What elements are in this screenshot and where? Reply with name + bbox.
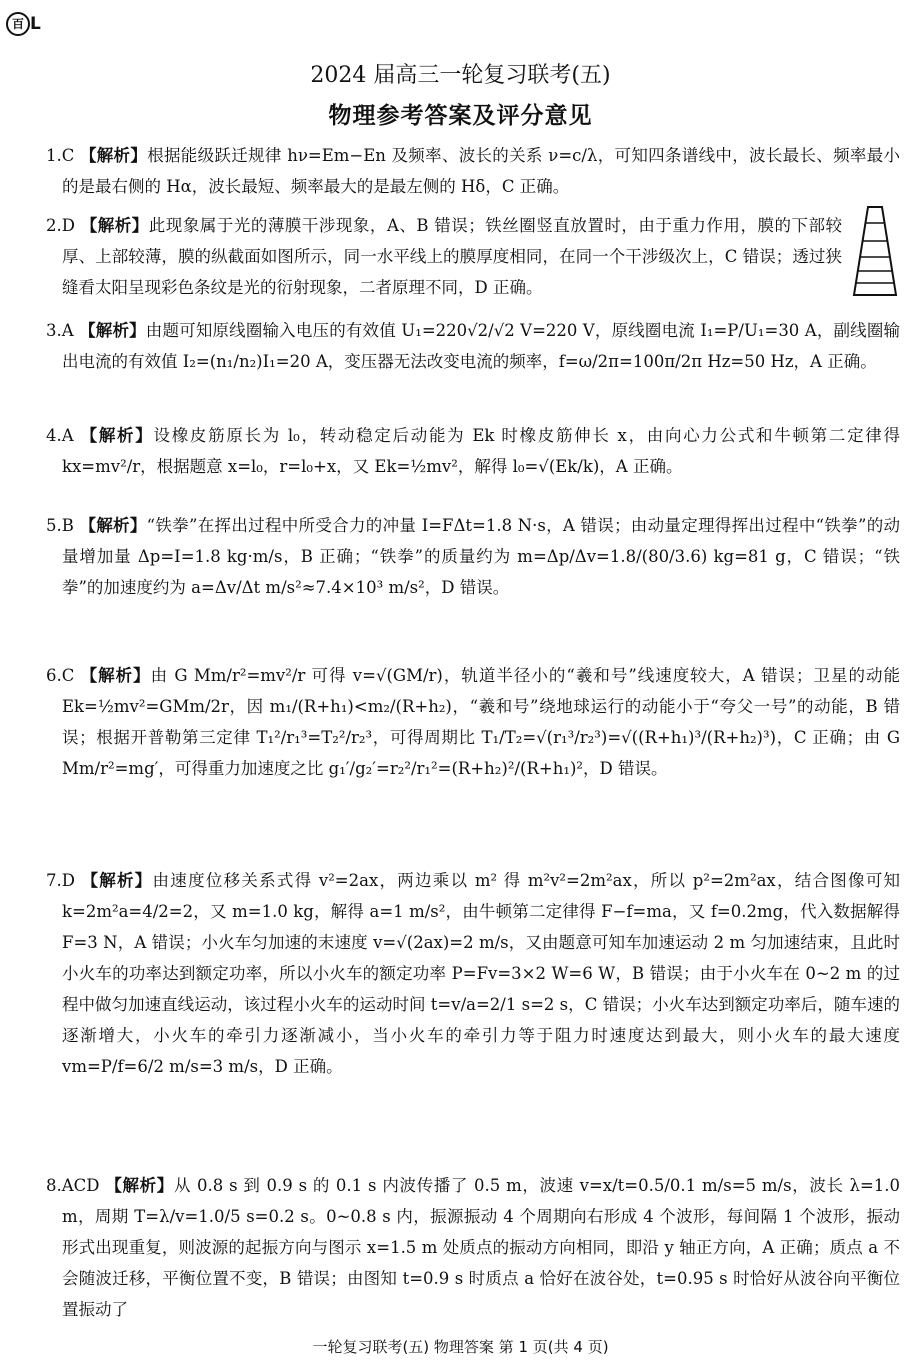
page-subtitle: 物理参考答案及评分意见 [328,102,593,129]
answer-1: 1.C 【解析】根据能级跃迁规律 hν=Em−En 及频率、波长的关系 ν=c/λ，可知四条谱线中，波长最长、频率最小的是最右侧的 Hα，波长最短、频率最大的是最左侧的 Hδ，C 正确。 [46,146,900,196]
answer-7: 7.D 【解析】由速度位移关系式得 v²=2ax，两边乘以 m² 得 m²v²=2m²ax，所以 p²=2m²ax，结合图像可知 k=2m²a=4/2=2，又 m=1.0 kg，解得 a=1 m/s²，由牛顿第二定律得 F−f=ma，又 f=0.2mg，代入数据解得 F=3 N，A 错误；小火车匀加速的末速度 v=√(2ax)=2 m/s，又由题意可知车加速运动 2 m 匀加速结束，且此时小火车的功率达到额定功率，所以小火车的额定功率 P=Fv=3×2 W=6 W，B 错误；由于小火车在 0~2 m 的过程中做匀加速直线运动，该过程小火车的运动时间 t=v/a=2/1 s=2 s，C 错误；小火车达到额定功率后，随车速的逐渐增大，小火车的牵引力逐渐减小，当小火车的牵引力等于阻力时速度达到最大，则小火车的最大速度 vm=P/f=6/2 m/s=3 m/s，D 正确。 [46,871,901,1076]
film-cross-section-figure [850,205,900,300]
page-title: 2024 届高三一轮复习联考(五) [310,63,611,88]
answer-6: 6.C 【解析】由 G Mm/r²=mv²/r 可得 v=√(GM/r)，轨道半径小的“羲和号”线速度较大，A 错误；卫星的动能 Ek=½mv²=GMm/2r，因 m₁/(R+h₁)<m₂/(R+h₂)，“羲和号”绕地球运行的动能小于“夸父一号”的动能，B 错误；根据开普勒第三定律 T₁²/r₁³=T₂²/r₂³，可得周期比 T₁/T₂=√(r₁³/r₂³)=√((R+h₁)³/(R+h₂)³)，C 正确；由 G Mm/r²=mg′，可得重力加速度之比 g₁′/g₂′=r₂²/r₁²=(R+h₂)²/(R+h₁)²，D 错误。 [46,666,900,778]
answer-2: 2.D 【解析】此现象属于光的薄膜干涉现象，A、B 错误；铁丝圈竖直放置时，由于重力作用，膜的下部较厚、上部较薄，膜的纵截面如图所示，同一水平线上的膜厚度相同，在同一个干涉级次上，C 错误；透过狭缝看太阳呈现彩色条纹是光的衍射现象，二者原理不同，D 正确。 [46,216,842,297]
page-footer: 一轮复习联考(五) 物理答案 第 1 页(共 4 页) [312,1338,609,1356]
answer-5: 5.B 【解析】“铁拳”在挥出过程中所受合力的冲量 I=FΔt=1.8 N·s，A 错误；由动量定理得挥出过程中“铁拳”的动量增加量 Δp=I=1.8 kg·m/s，B 正确；“铁拳”的质量约为 m=Δp/Δv=1.8/(80/3.6) kg=81 g，C 错误；“铁拳”的加速度约为 a=Δv/Δt m/s²≈7.4×10³ m/s²，D 错误。 [46,516,901,597]
answer-8: 8.ACD 【解析】从 0.8 s 到 0.9 s 的 0.1 s 内波传播了 0.5 m，波速 v=x/t=0.5/0.1 m/s=5 m/s，波长 λ=1.0 m，周期 T=λ/v=1.0/5 s=0.2 s。0~0.8 s 内，振源振动 4 个周期向右形成 4 个波形，每间隔 1 个波形，振动形式出现重复，则波源的起振方向与图示 x=1.5 m 处质点的振动方向相同，即沿 y 轴正方向，A 正确；质点 a 不会随波迁移，平衡位置不变，B 错误；由图知 t=0.9 s 时质点 a 恰好在波谷处，t=0.95 s 时恰好从波谷向平衡位置振动了 [46,1176,901,1319]
logo-circle-icon: 百 [6,12,30,36]
answer-3: 3.A 【解析】由题可知原线圈输入电压的有效值 U₁=220√2/√2 V=220 V，原线圈电流 I₁=P/U₁=30 A，副线圈输出电流的有效值 I₂=(n₁/n₂)I₁=20 A，变压器无法改变电流的频率，f=ω/2π=100π/2π Hz=50 Hz，A 正确。 [46,321,901,371]
header-logo: 百 L [6,12,41,36]
answer-4: 4.A 【解析】设橡皮筋原长为 l₀，转动稳定后动能为 Ek 时橡皮筋伸长 x，由向心力公式和牛顿第二定律得 kx=mv²/r，根据题意 x=l₀，r=l₀+x，又 Ek=½mv²，解得 l₀=√(Ek/k)，A 正确。 [46,426,901,476]
